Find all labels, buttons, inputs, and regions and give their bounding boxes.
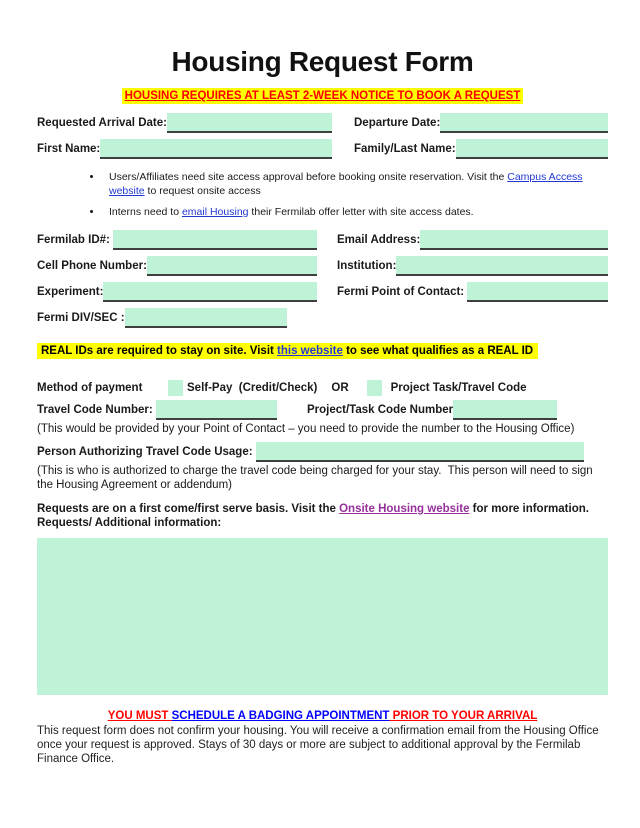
badging-appointment-link[interactable]: SCHEDULE A BADGING APPOINTMENT [171,710,390,722]
fermilab-id-label: Fermilab ID#: [37,233,114,246]
payment-heading: Method of payment [37,381,143,394]
experiment-label: Experiment: [37,285,104,298]
bullet-2-text: Interns need to [109,206,182,218]
project-code-checkbox[interactable] [367,380,382,396]
badging-notice [37,709,608,723]
self-pay-label: Self-Pay (Credit/Check) [187,381,318,394]
real-id-website-link[interactable]: this website [277,344,343,357]
cell-phone-field[interactable] [147,256,317,276]
first-name-label: First Name: [37,143,101,155]
project-code-label: Project Task/Travel Code [390,381,527,394]
project-task-code-field[interactable] [453,400,557,420]
departure-date-group [354,113,608,133]
info-bullet-list [37,171,608,220]
authorizer-label: Person Authorizing Travel Code Usage: [37,446,256,458]
page-title: Housing Request Form [171,46,474,77]
travel-code-label: Travel Code Number: [37,403,156,416]
bullet-1-text: Users/Affiliates need site access approval before booking onsite reservation. Visit the [109,171,508,183]
arrival-date-label: Requested Arrival Date: [37,117,167,129]
additional-info-textarea[interactable] [37,538,608,695]
form-row-id-email [37,230,608,250]
authorizer-row [37,442,584,462]
project-task-code-group [307,400,557,420]
real-id-row [37,341,608,360]
cell-phone-label: Cell Phone Number: [37,259,147,272]
arrival-date-group [37,113,332,133]
fermilab-id-field[interactable] [113,230,317,250]
self-pay-checkbox[interactable] [168,380,183,396]
fermi-div-sec-group [37,308,287,328]
last-name-field[interactable] [456,139,608,159]
fermi-poc-label: Fermi Point of Contact: [337,285,468,298]
badging-tail-text: PRIOR TO YOUR ARRIVAL [389,710,538,722]
experiment-field[interactable] [103,282,317,302]
bullet-2-text-tail: their Fermilab offer letter with site access dates. [248,206,474,218]
project-task-code-label: Project/Task Code Number [307,403,454,416]
departure-date-field[interactable] [440,113,608,133]
payment-method-row [37,380,608,396]
form-row-names [37,139,608,159]
campus-access-website-link[interactable]: Campus Access website [109,171,583,197]
email-field[interactable] [420,230,608,250]
institution-field[interactable] [396,256,608,276]
real-id-banner [37,343,538,359]
or-label: OR [331,381,349,394]
requests-text: Requests are on a first come/first serve basis. Visit the [37,503,340,515]
form-row-phone-institution [37,256,608,276]
bullet-1-text-tail: to request onsite access [144,184,261,197]
additional-info-label: Requests/ Additional information: [37,517,222,529]
travel-code-field[interactable] [156,400,277,420]
list-item [103,171,608,198]
form-row-experiment-poc [37,282,608,302]
fermi-div-sec-label: Fermi DIV/SEC : [37,311,125,324]
email-label: Email Address: [337,233,421,246]
requests-paragraph [37,502,608,530]
fermilab-id-group [37,230,317,250]
real-id-text: REAL IDs are required to stay on site. Visit [41,344,278,357]
badging-lead-text: YOU MUST [107,710,172,722]
institution-group [337,256,608,276]
experiment-group [37,282,317,302]
authorizer-field[interactable] [256,442,584,462]
notice-banner: HOUSING REQUIRES AT LEAST 2-WEEK NOTICE TO BOOK A REQUEST [122,88,524,104]
email-housing-link[interactable]: email Housing [181,206,249,218]
institution-label: Institution: [337,259,397,272]
email-group [337,230,608,250]
form-row-dates [37,113,608,133]
arrival-date-field[interactable] [167,113,332,133]
requests-text-tail: for more information. [469,503,589,515]
fermi-poc-group [337,282,608,302]
cell-phone-group [37,256,317,276]
real-id-text-tail: to see what qualifies as a REAL ID [342,344,534,357]
last-name-label: Family/Last Name: [354,143,456,155]
authorizer-note: (This is who is authorized to charge the travel code being charged for your stay. This person will need to sign the Housing Agreement or addendum) [37,465,596,491]
fermi-poc-field[interactable] [467,282,608,302]
code-provided-note: (This would be provided by your Point of Contact – you need to provide the number to the Housing Office) [37,422,575,435]
first-name-field[interactable] [100,139,332,159]
onsite-housing-website-link[interactable]: Onsite Housing website [339,503,470,515]
list-item [103,206,608,220]
form-row-div-sec [37,308,608,328]
departure-date-label: Departure Date: [354,117,441,129]
confirmation-footer-text: This request form does not confirm your housing. You will receive a confirmation email from the Housing Office once your request is approved. Stays of 30 days or more are subject to additional approval by the Fermilab Finance Office. [37,725,599,765]
notice-banner-row [37,86,608,105]
last-name-group [354,139,608,159]
travel-code-group [37,400,277,420]
first-name-group [37,139,332,159]
code-number-row [37,400,608,420]
fermi-div-sec-field[interactable] [125,308,287,328]
